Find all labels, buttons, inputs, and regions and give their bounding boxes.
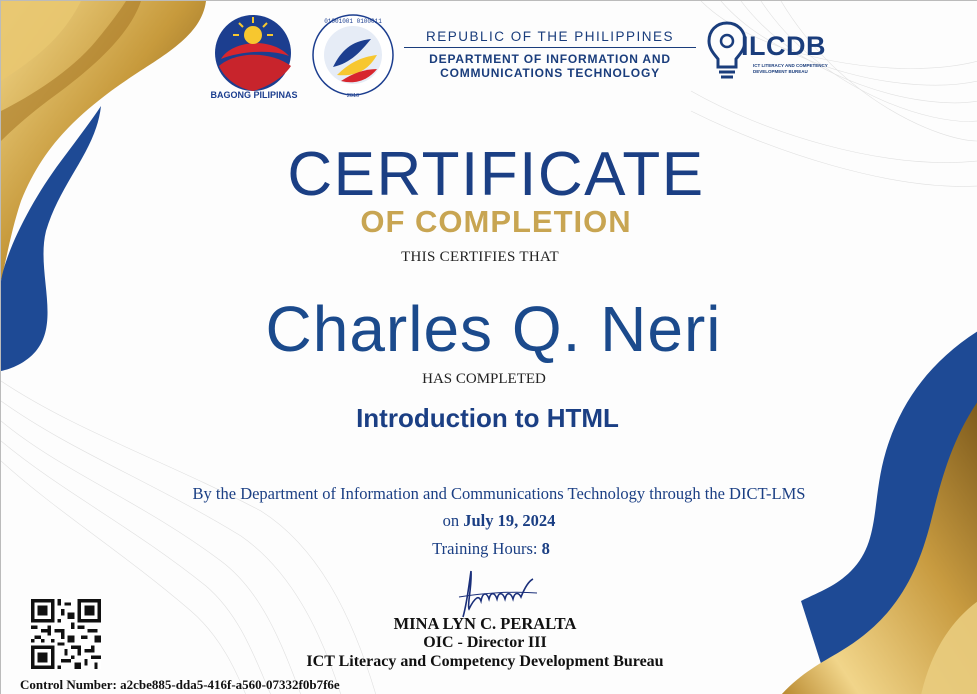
ilcdb-subtitle: ICT LITERACY AND COMPETENCY DEVELOPMENT BUREAU bbox=[753, 63, 828, 74]
training-hours bbox=[1, 539, 977, 559]
ilcdb-logo-text: ILCDB bbox=[741, 31, 826, 61]
signatory-position: OIC - Director III bbox=[423, 634, 547, 651]
certificate-title: CERTIFICATE bbox=[287, 140, 705, 209]
signatory-block bbox=[1, 614, 969, 671]
signature-image bbox=[453, 567, 543, 619]
training-hours-value: 8 bbox=[541, 539, 550, 558]
qr-code bbox=[31, 599, 101, 669]
certifies-label: THIS CERTIFIES THAT bbox=[401, 249, 559, 265]
department-line1: DEPARTMENT OF INFORMATION AND bbox=[429, 52, 671, 66]
recipient-name: Charles Q. Neri bbox=[265, 293, 722, 365]
bagong-pilipinas-label: BAGONG PILIPINAS bbox=[210, 90, 298, 100]
completion-date: July 19, 2024 bbox=[463, 511, 556, 530]
course-title: Introduction to HTML bbox=[356, 403, 619, 433]
republic-label: REPUBLIC OF THE PHILIPPINES bbox=[404, 29, 696, 48]
department-line2: COMMUNICATIONS TECHNOLOGY bbox=[440, 66, 660, 80]
training-hours-label: Training Hours: bbox=[432, 539, 542, 558]
has-completed-label: HAS COMPLETED bbox=[422, 371, 546, 387]
signatory-name: MINA LYN C. PERALTA bbox=[393, 614, 577, 633]
bagong-pilipinas-logo bbox=[215, 15, 291, 91]
description-text: By the Department of Information and Communications Technology through the DICT-LMS on bbox=[192, 484, 806, 530]
government-header bbox=[404, 29, 696, 80]
completion-description bbox=[189, 480, 809, 534]
control-number: Control Number: a2cbe885-dda5-416f-a560-07332f0b7f6e bbox=[20, 677, 340, 692]
dict-seal bbox=[313, 15, 393, 99]
certificate-subtitle: OF COMPLETION bbox=[360, 204, 632, 239]
svg-text:01001001 0100011: 01001001 0100011 bbox=[324, 18, 382, 25]
signatory-bureau: ICT Literacy and Competency Development Bureau bbox=[306, 653, 664, 670]
seal-year: 2016 bbox=[346, 93, 360, 99]
